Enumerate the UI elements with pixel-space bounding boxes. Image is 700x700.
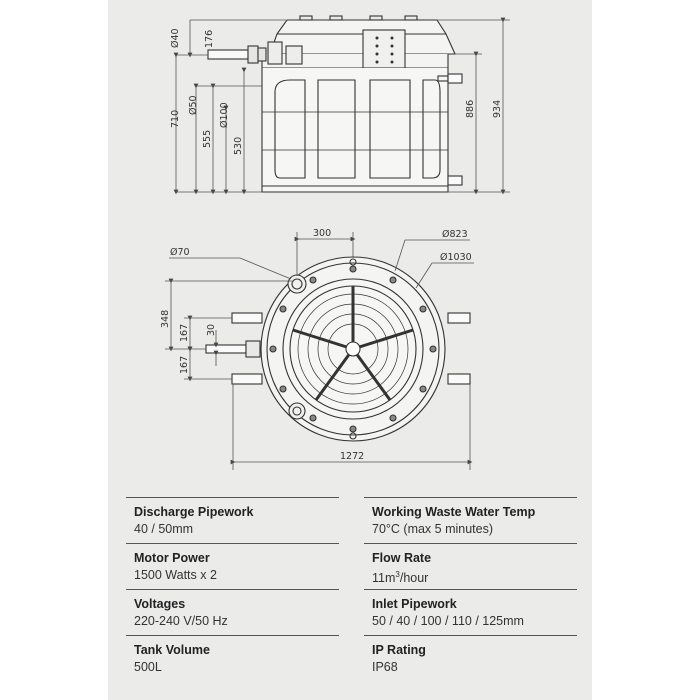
spec-column-left xyxy=(126,497,339,681)
spec-ip-rating xyxy=(364,635,577,681)
spec-motor-power xyxy=(126,543,339,589)
spec-working-temp xyxy=(364,497,577,543)
dim-d40: Ø40 xyxy=(170,28,181,48)
spec-value: 70°C (max 5 minutes) xyxy=(372,522,494,536)
dim-1272: 1272 xyxy=(340,451,365,462)
dim-710: 710 xyxy=(170,109,181,128)
top-view-plan xyxy=(206,257,470,441)
dim-530: 530 xyxy=(233,136,244,155)
dim-d1030: Ø1030 xyxy=(440,252,472,263)
spec-discharge-pipework xyxy=(126,497,339,543)
spec-label: Voltages xyxy=(134,597,186,611)
spec-value: 220-240 V/50 Hz xyxy=(134,614,228,628)
spec-label: Motor Power xyxy=(134,551,210,565)
spec-tank-volume xyxy=(126,635,339,681)
dim-167-upper: 167 xyxy=(179,323,190,342)
dim-934: 934 xyxy=(492,99,503,118)
dim-d70: Ø70 xyxy=(170,247,190,258)
dim-300: 300 xyxy=(313,228,332,239)
spec-value xyxy=(372,566,577,587)
dim-167-lower: 167 xyxy=(179,355,190,374)
spec-label: IP Rating xyxy=(372,643,426,657)
flow-rate-number: 11m xyxy=(372,571,396,586)
spec-value: 500L xyxy=(134,660,162,674)
spec-flow-rate xyxy=(364,543,577,589)
spec-label: Working Waste Water Temp xyxy=(372,505,536,519)
dim-555: 555 xyxy=(202,129,213,148)
dim-d823: Ø823 xyxy=(442,229,468,240)
flow-rate-unit: /hour xyxy=(399,571,429,586)
dim-d100: Ø100 xyxy=(219,102,230,128)
dim-348: 348 xyxy=(160,309,171,328)
spec-value: IP68 xyxy=(372,660,398,674)
dim-30: 30 xyxy=(206,323,217,336)
flow-rate-exponent: 3 xyxy=(395,570,400,579)
spec-value: 40 / 50mm xyxy=(134,522,194,536)
spec-label: Inlet Pipework xyxy=(372,597,457,611)
spec-value: 50 / 40 / 100 / 110 / 125mm xyxy=(372,614,524,628)
side-view-elevation xyxy=(208,16,462,192)
spec-voltages xyxy=(126,589,339,635)
spec-column-right xyxy=(364,497,577,681)
spec-label: Discharge Pipework xyxy=(134,505,254,519)
dim-886: 886 xyxy=(465,99,476,118)
spec-inlet-pipework xyxy=(364,589,577,635)
dim-d50: Ø50 xyxy=(188,95,199,115)
spec-label: Tank Volume xyxy=(134,643,210,657)
spec-label: Flow Rate xyxy=(372,551,432,565)
spec-value: 1500 Watts x 2 xyxy=(134,568,217,582)
dim-176: 176 xyxy=(204,29,215,48)
